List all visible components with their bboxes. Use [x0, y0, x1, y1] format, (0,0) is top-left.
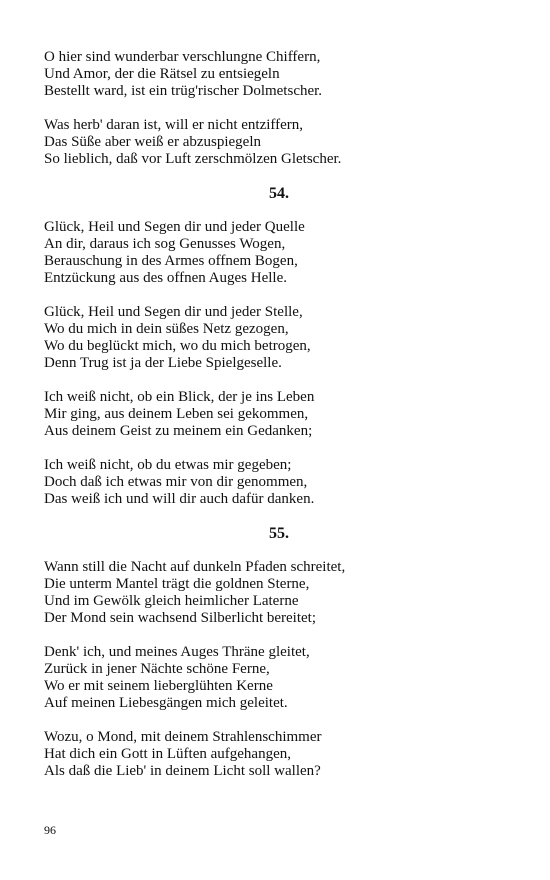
verse-line: Und im Gewölk gleich heimlicher Laterne [44, 593, 299, 609]
verse-line: Auf meinen Liebesgängen mich geleitet. [44, 695, 288, 711]
poem-heading: 54. [269, 185, 289, 202]
verse-line: Wann still die Nacht auf dunkeln Pfaden schreitet, [44, 559, 346, 575]
stanza [44, 457, 514, 508]
verse-line: Denk' ich, und meines Auges Thräne gleitet, [44, 644, 310, 660]
verse-line: Aus deinem Geist zu meinem ein Gedanken; [44, 423, 313, 439]
stanza [44, 559, 514, 627]
verse-line: Ich weiß nicht, ob du etwas mir gegeben; [44, 457, 292, 473]
verse-line: Die unterm Mantel trägt die goldnen Sterne, [44, 576, 310, 592]
stanza [44, 49, 514, 100]
page-number: 96 [44, 823, 56, 837]
poem-55 [44, 525, 514, 780]
verse-line: Bestellt ward, ist ein trüg'rischer Dolmetscher. [44, 83, 323, 99]
stanza [44, 117, 514, 168]
verse-line: Doch daß ich etwas mir von dir genommen, [44, 474, 308, 490]
verse-line: Als daß die Lieb' in deinem Licht soll wallen? [44, 763, 321, 779]
verse-line: Denn Trug ist ja der Liebe Spielgeselle. [44, 355, 282, 371]
stanza [44, 304, 514, 372]
verse-line: Glück, Heil und Segen dir und jeder Quelle [44, 219, 305, 235]
verse-line: Wozu, o Mond, mit deinem Strahlenschimmer [44, 729, 322, 745]
verse-line: Wo du mich in dein süßes Netz gezogen, [44, 321, 289, 337]
verse-line: Hat dich ein Gott in Lüften aufgehangen, [44, 746, 292, 762]
verse-line: Das weiß ich und will dir auch dafür danken. [44, 491, 315, 507]
stanza [44, 219, 514, 287]
verse-line: Berauschung in des Armes offnem Bogen, [44, 253, 298, 269]
stanza [44, 644, 514, 712]
verse-line: Entzückung aus des offnen Auges Helle. [44, 270, 287, 286]
poem-heading: 55. [269, 525, 289, 542]
verse-line: Der Mond sein wachsend Silberlicht bereitet; [44, 610, 317, 626]
verse-line: Das Süße aber weiß er abzuspiegeln [44, 134, 262, 150]
verse-line: Zurück in jener Nächte schöne Ferne, [44, 661, 270, 677]
verse-line: Und Amor, der die Rätsel zu entsiegeln [44, 66, 280, 82]
verse-line: O hier sind wunderbar verschlungne Chiffern, [44, 49, 321, 65]
stanza [44, 729, 514, 780]
verse-line: So lieblich, daß vor Luft zerschmölzen Gletscher. [44, 151, 342, 167]
poem-54 [44, 185, 514, 508]
verse-line: Glück, Heil und Segen dir und jeder Stelle, [44, 304, 303, 320]
stanza [44, 389, 514, 440]
verse-line: Ich weiß nicht, ob ein Blick, der je ins Leben [44, 389, 315, 405]
verse-line: Was herb' daran ist, will er nicht entziffern, [44, 117, 304, 133]
verse-line: Mir ging, aus deinem Leben sei gekommen, [44, 406, 309, 422]
verse-line: Wo du beglückt mich, wo du mich betrogen, [44, 338, 311, 354]
verse-line: Wo er mit seinem lieberglühten Kerne [44, 678, 273, 694]
verse-line: An dir, daraus ich sog Genusses Wogen, [44, 236, 286, 252]
poem-fragment [44, 49, 514, 168]
page-body [44, 49, 514, 797]
